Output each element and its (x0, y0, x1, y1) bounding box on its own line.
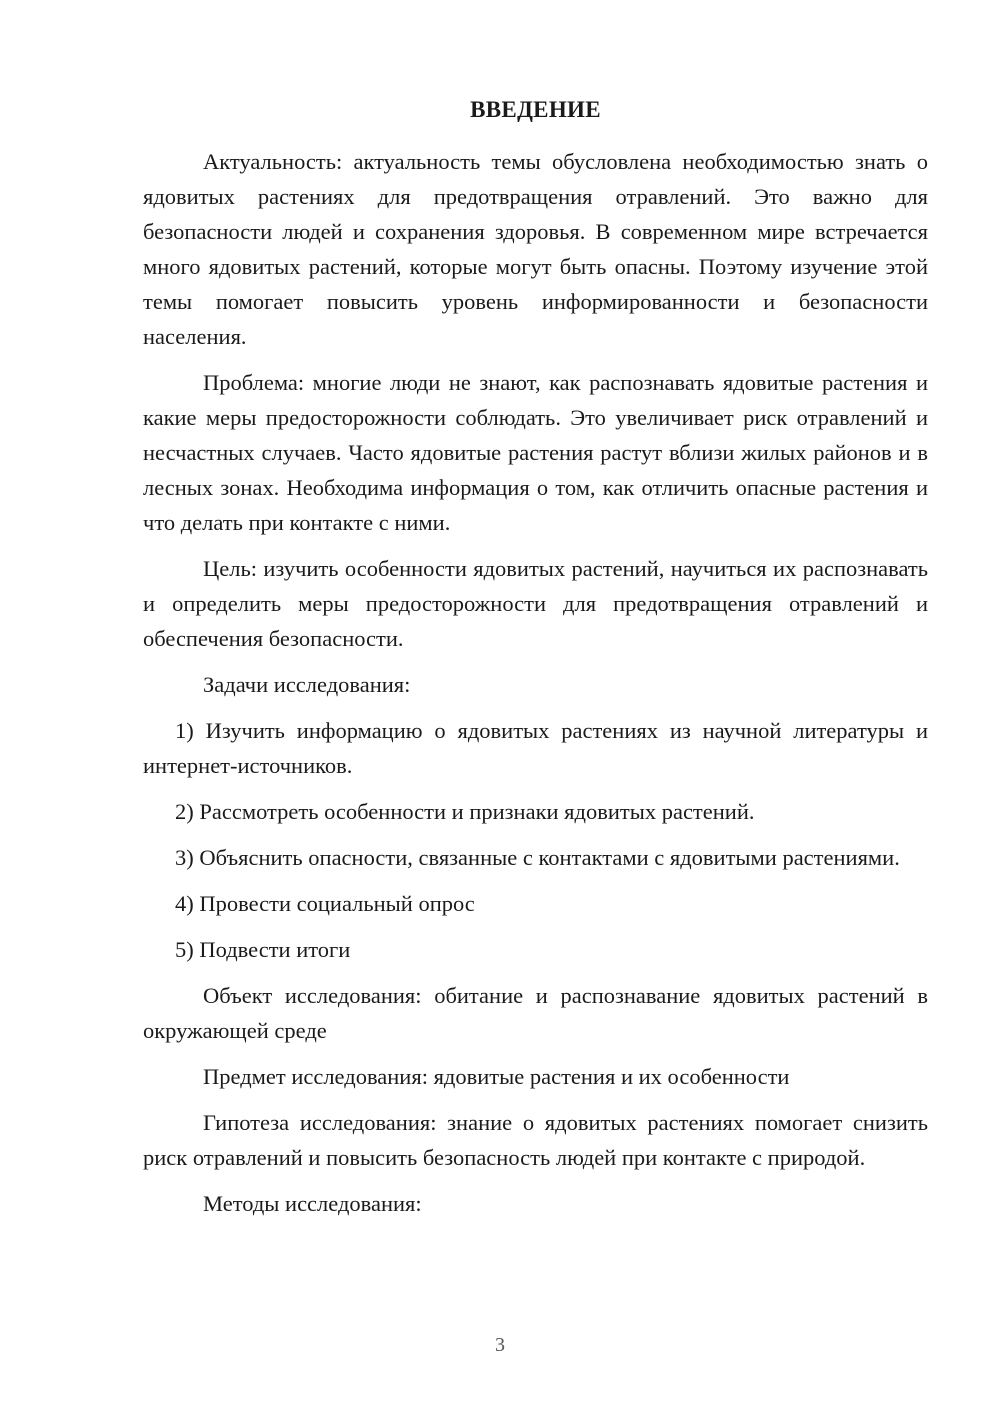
task-item: 3) Объяснить опасности, связанные с контактами с ядовитыми растениями. (175, 845, 900, 870)
task-item: 5) Подвести итоги (175, 937, 351, 962)
document-page (143, 96, 928, 1232)
problem-paragraph: Проблема: многие люди не знают, как распознавать ядовитые растения и какие меры предосторожности соблюдать. Это увеличивает риск отравлений и несчастных случаев. Часто ядовитые растения растут вблизи жилых районов и в лесных зонах. Необходима информация о том, как отличить опасные растения и что делать при контакте с ними. (143, 370, 928, 535)
object-paragraph: Объект исследования: обитание и распознавание ядовитых растений в окружающей среде (143, 983, 928, 1043)
tasks-title: Задачи исследования: (203, 672, 411, 697)
document-heading: ВВЕДЕНИЕ (470, 97, 601, 122)
task-item: 2) Рассмотреть особенности и признаки ядовитых растений. (175, 799, 755, 824)
task-item: 4) Провести социальный опрос (175, 891, 475, 916)
task-item: 1) Изучить информацию о ядовитых растениях из научной литературы и интернет-источников. (143, 718, 928, 778)
page-number: 3 (495, 1334, 505, 1356)
goal-paragraph: Цель: изучить особенности ядовитых растений, научиться их распознавать и определить меры предосторожности для предотвращения отравлений и обеспечения безопасности. (143, 556, 928, 651)
hypothesis-paragraph: Гипотеза исследования: знание о ядовитых растениях помогает снизить риск отравлений и повысить безопасность людей при контакте с природой. (143, 1110, 928, 1170)
subject-paragraph: Предмет исследования: ядовитые растения и их особенности (203, 1064, 790, 1089)
methods-title: Методы исследования: (203, 1191, 422, 1216)
relevance-paragraph: Актуальность: актуальность темы обусловлена необходимостью знать о ядовитых растениях для предотвращения отравлений. Это важно для безопасности людей и сохранения здоровья. В современном мире встречается много ядовитых растений, которые могут быть опасны. Поэтому изучение этой темы помогает повысить уровень информированности и безопасности населения. (143, 149, 928, 349)
